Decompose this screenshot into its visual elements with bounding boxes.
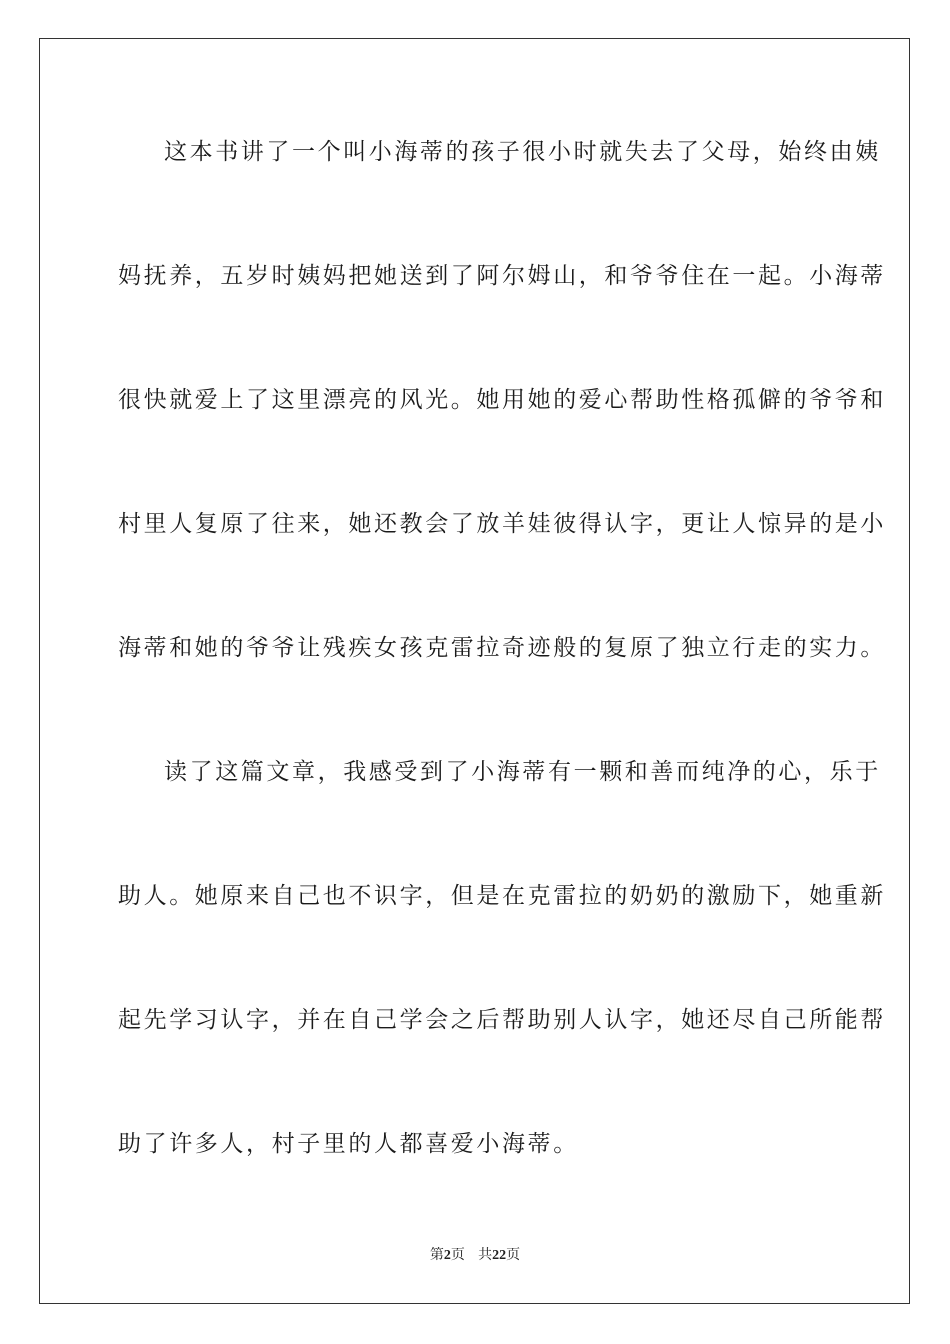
total-suffix: 页: [506, 1247, 521, 1263]
page-border: [39, 38, 910, 1304]
page-suffix: 页: [450, 1247, 465, 1263]
paragraph-2-line-1: 读了这篇文章，我感受到了小海蒂有一颗和善而纯净的心，乐于: [164, 759, 881, 785]
page-footer: [0, 1245, 950, 1266]
page-prefix: 第: [429, 1247, 444, 1263]
paragraph-2-line-2: 助人。她原来自己也不识字，但是在克雷拉的奶奶的激励下，她重新: [118, 883, 886, 909]
total-prefix: 共: [478, 1247, 493, 1263]
paragraph-1-line-2: 妈抚养，五岁时姨妈把她送到了阿尔姆山，和爷爷住在一起。小海蒂: [118, 263, 886, 289]
paragraph-2-line-4: 助了许多人，村子里的人都喜爱小海蒂。: [118, 1131, 579, 1157]
current-page-number: 2: [443, 1248, 451, 1263]
paragraph-1-line-3: 很快就爱上了这里漂亮的风光。她用她的爱心帮助性格孤僻的爷爷和: [118, 387, 886, 413]
paragraph-1-line-5: 海蒂和她的爷爷让残疾女孩克雷拉奇迹般的复原了独立行走的实力。: [118, 635, 886, 661]
paragraph-1-line-4: 村里人复原了往来，她还教会了放羊娃彼得认字，更让人惊异的是小: [118, 511, 886, 537]
paragraph-2-line-3: 起先学习认字，并在自己学会之后帮助别人认字，她还尽自己所能帮: [118, 1007, 886, 1033]
total-pages-number: 22: [492, 1248, 507, 1263]
paragraph-1-line-1: 这本书讲了一个叫小海蒂的孩子很小时就失去了父母，始终由姨: [164, 139, 881, 165]
